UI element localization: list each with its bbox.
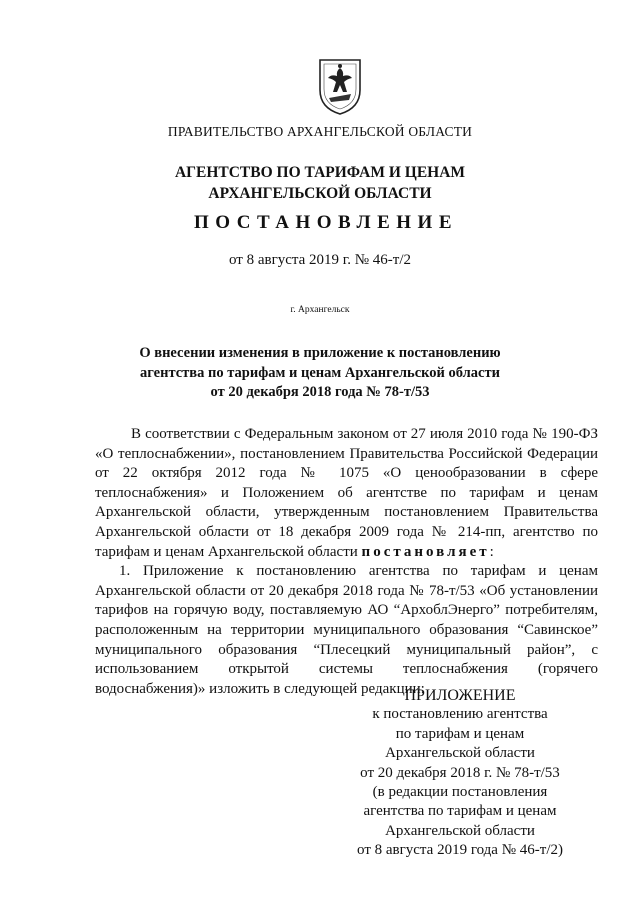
appendix-line: агентства по тарифам и ценам: [363, 803, 557, 820]
agency-name: [0, 162, 640, 204]
resolution-keyword: постановляет: [361, 543, 490, 560]
appendix-line: от 8 августа 2019 года № 46-т/2): [357, 842, 563, 859]
appendix-line: к постановлению агентства: [372, 706, 548, 723]
document-date-number: от 8 августа 2019 г. № 46-т/2: [228, 252, 412, 268]
appendix-line: Архангельской области: [385, 745, 535, 762]
document-type: ПОСТАНОВЛЕНИЕ: [193, 212, 459, 233]
appendix-block: [340, 686, 580, 861]
body-paragraph-1-text: В соответствии с Федеральным законом от 27 июля 2010 года № 190-ФЗ «О теплоснабжении», постановлением Правительства Российской Федерации от 22 октября 2012 года № 1075 «О ценообразовании в сфере теплоснабжения» и Положением об агентстве по тарифам и ценам Архангельской области, утвержденным постановлением Правительства Архангельской области от 18 декабря 2009 года № 214-пп, агентство по тарифам и ценам Архангельской области: [95, 426, 598, 560]
appendix-line: от 20 декабря 2018 г. № 78-т/53: [360, 764, 560, 781]
appendix-title: ПРИЛОЖЕНИЕ: [404, 687, 516, 704]
document-city: г. Архангельск: [290, 305, 350, 315]
appendix-line: Архангельской области: [385, 822, 535, 839]
subject-line3: от 20 декабря 2018 года № 78-т/53: [210, 384, 430, 400]
subject-line1: О внесении изменения в приложение к постановлению: [139, 345, 501, 361]
appendix-line: по тарифам и ценам: [395, 725, 525, 742]
document-body: [95, 425, 598, 699]
body-paragraph-2: 1. Приложение к постановлению агентства по тарифам и ценам Архангельской области от 20 декабря 2018 года № 78-т/53 «Об установлении тарифов на горячую воду, поставляемую АО “АрхоблЭнерго” потребителям, расположенным на территории муниципального образования “Савинское” муниципального образования “Плесецкий муниципальный район”, с использованием открытой системы теплоснабжения (горячего водоснабжения)» изложить в следующей редакции:: [95, 563, 598, 697]
agency-name-line1: АГЕНТСТВО ПО ТАРИФАМ И ЦЕНАМ: [174, 164, 466, 181]
agency-name-line2: АРХАНГЕЛЬСКОЙ ОБЛАСТИ: [208, 185, 432, 202]
subject-line2: агентства по тарифам и ценам Архангельской области: [140, 364, 500, 381]
body-paragraph-1: [95, 425, 598, 562]
government-name: ПРАВИТЕЛЬСТВО АРХАНГЕЛЬСКОЙ ОБЛАСТИ: [167, 124, 473, 139]
coat-of-arms-emblem: [316, 56, 364, 116]
document-subject: [0, 344, 640, 403]
appendix-line: (в редакции постановления: [372, 784, 548, 801]
resolution-colon: :: [489, 543, 494, 560]
